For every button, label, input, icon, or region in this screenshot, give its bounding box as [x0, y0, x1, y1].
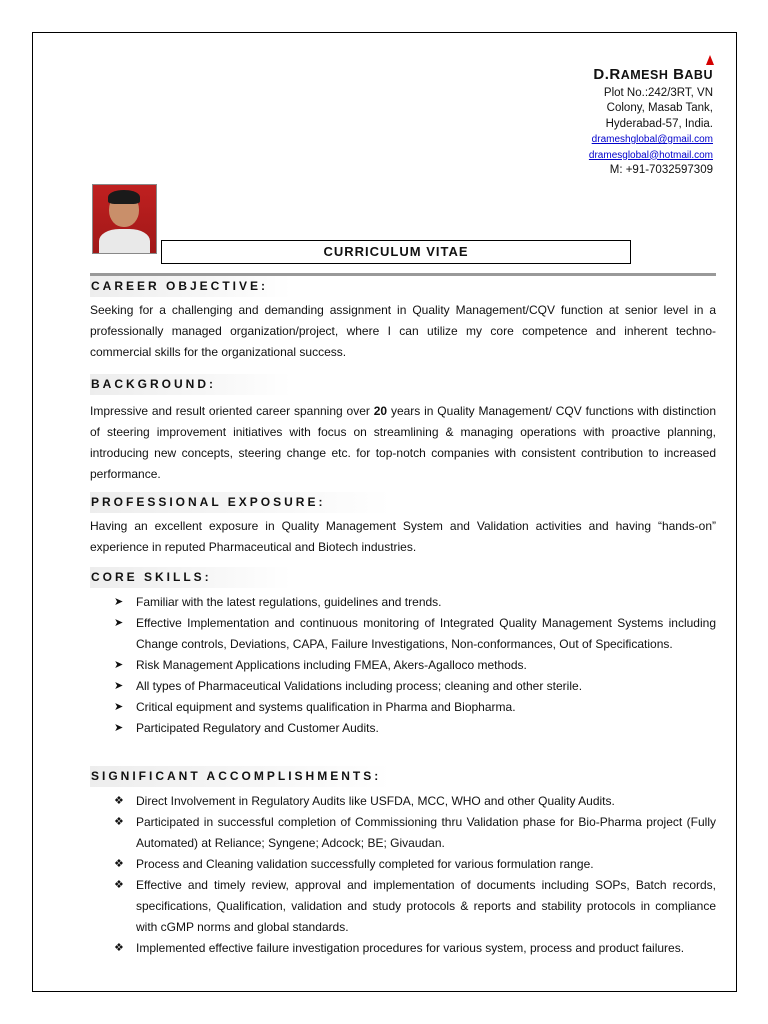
accomplishments-section [90, 766, 716, 959]
resume-page [32, 32, 737, 992]
arrow-bullet-icon: ➤ [114, 680, 124, 692]
mobile-number: M: +91-7032597309 [609, 164, 713, 176]
candidate-name: D.RAMESH BABU [593, 66, 713, 83]
background-section [90, 374, 716, 485]
diamond-bullet-icon: ❖ [114, 795, 124, 807]
list-item: ❖ Direct Involvement in Regulatory Audits like USFDA, MCC, WHO and other Quality Audits. [90, 791, 716, 812]
red-drop-icon [706, 55, 714, 65]
address-line-2: Colony, Masab Tank, [606, 102, 713, 114]
list-item: ➤ Effective Implementation and continuous monitoring of Integrated Quality Management Systems including Change controls, Deviations, CAPA, Failure Investigations, Non-conformances, Out of Specifications. [90, 613, 716, 655]
list-item: ➤ Risk Management Applications including FMEA, Akers-Agalloco methods. [90, 655, 716, 676]
diamond-bullet-icon: ❖ [114, 816, 124, 828]
list-item: ❖ Participated in successful completion of Commissioning thru Validation phase for Bio-Pharma project (Fully Automated) at Reliance; Syngene; Adcock; BE; Givaudan. [90, 812, 716, 854]
arrow-bullet-icon: ➤ [114, 722, 124, 734]
core-skills-heading: CORE SKILLS: [90, 567, 291, 588]
career-objective-heading: CAREER OBJECTIVE: [90, 276, 291, 297]
list-item: ➤ Critical equipment and systems qualification in Pharma and Biopharma. [90, 697, 716, 718]
email-link-gmail[interactable]: drameshglobal@gmail.com [591, 134, 713, 145]
profile-photo [92, 184, 157, 254]
accomplishments-heading: SIGNIFICANT ACCOMPLISHMENTS: [90, 766, 391, 787]
diamond-bullet-icon: ❖ [114, 858, 124, 870]
professional-exposure-text: Having an excellent exposure in Quality Management System and Validation activities and having “hands-on” experience in reputed Pharmaceutical and Biotech industries. [90, 519, 716, 554]
list-item: ➤ Familiar with the latest regulations, guidelines and trends. [90, 592, 716, 613]
list-item: ❖ Implemented effective failure investigation procedures for various system, process and product failures. [90, 938, 716, 959]
core-skills-list [90, 592, 716, 739]
background-text: Impressive and result oriented career spanning over 20 years in Quality Management/ CQV functions with distinction of steering improvement initiatives with focus on streamlining & managing operations with proactive planning, introducing new concepts, steering change etc. for top-notch companies with consistent contribution to increased performance. [90, 404, 716, 481]
arrow-bullet-icon: ➤ [114, 701, 124, 713]
arrow-bullet-icon: ➤ [114, 659, 124, 671]
list-item: ➤ Participated Regulatory and Customer Audits. [90, 718, 716, 739]
contact-block [589, 67, 713, 179]
document-title: CURRICULUM VITAE [161, 240, 631, 264]
core-skills-section [90, 567, 716, 739]
arrow-bullet-icon: ➤ [114, 596, 124, 608]
address-line-3: Hyderabad-57, India. [605, 117, 713, 130]
accomplishments-list [90, 791, 716, 959]
address-line-1: Plot No.:242/3RT, VN [603, 86, 713, 99]
diamond-bullet-icon: ❖ [114, 942, 124, 954]
list-item: ➤ All types of Pharmaceutical Validations including process; cleaning and other sterile. [90, 676, 716, 697]
professional-exposure-heading: PROFESSIONAL EXPOSURE: [90, 492, 391, 513]
professional-exposure-section [90, 492, 716, 558]
arrow-bullet-icon: ➤ [114, 617, 124, 629]
diamond-bullet-icon: ❖ [114, 879, 124, 891]
email-link-hotmail[interactable]: dramesglobal@hotmail.com [588, 149, 713, 161]
background-heading: BACKGROUND: [90, 374, 291, 395]
career-objective-text: Seeking for a challenging and demanding assignment in Quality Management/CQV function at senior level in a professionally managed organization/project, where I can utilize my core competence and inherent techno-commercial skills for the organizational success. [90, 303, 716, 359]
list-item: ❖ Effective and timely review, approval and implementation of documents including SOPs, Batch records, specifications, Qualification, validation and study protocols & reports and stability protocols in compliance with cGMP norms and global standards. [90, 875, 716, 938]
career-objective-section [90, 276, 716, 363]
list-item: ❖ Process and Cleaning validation successfully completed for various formulation range. [90, 854, 716, 875]
